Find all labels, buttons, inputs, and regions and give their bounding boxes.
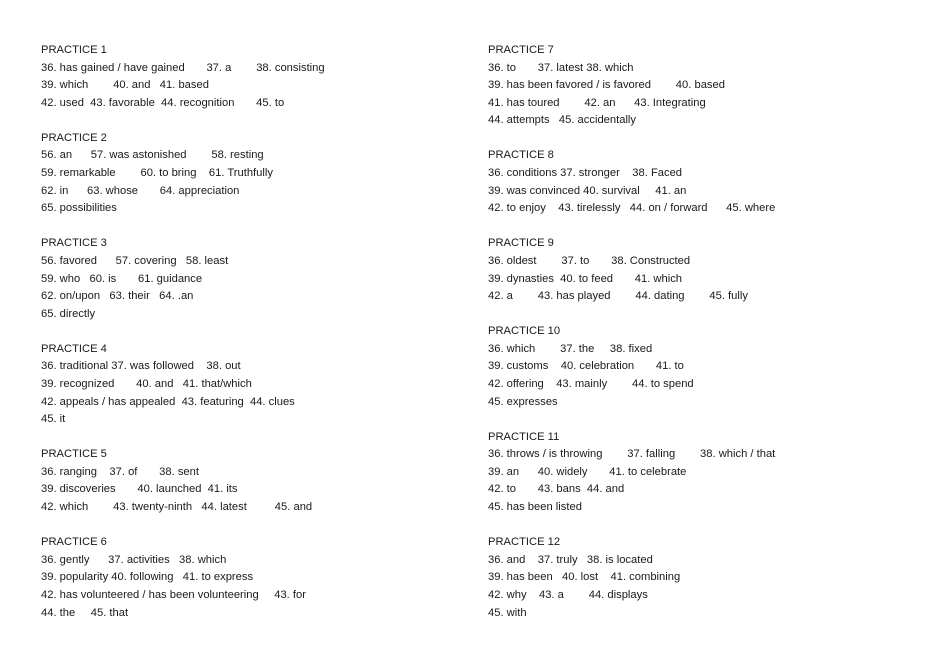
- answer-line: 41. has toured 42. an 43. Integrating: [488, 96, 706, 109]
- practice-block: [41, 42, 461, 112]
- answer-line: 36. to 37. latest 38. which: [488, 61, 634, 74]
- answer-line: 39. discoveries 40. launched 41. its: [41, 483, 238, 496]
- answer-line: 39. has been favored / is favored 40. based: [488, 79, 725, 92]
- practice-block: [488, 323, 928, 411]
- answer-line: 42. has volunteered / has been volunteering 43. for: [41, 588, 306, 601]
- answer-line: 45. has been listed: [488, 501, 582, 514]
- answer-line: 62. in 63. whose 64. appreciation: [41, 184, 240, 197]
- practice-title: PRACTICE 12: [488, 536, 561, 549]
- answer-line: 42. why 43. a 44. displays: [488, 588, 648, 601]
- answer-line: 36. ranging 37. of 38. sent: [41, 465, 199, 478]
- practice-block: [41, 130, 461, 218]
- answer-line: 39. an 40. widely 41. to celebrate: [488, 465, 687, 478]
- answer-line: 45. expresses: [488, 395, 558, 408]
- answer-line: 36. which 37. the 38. fixed: [488, 342, 653, 355]
- answer-line: 36. oldest 37. to 38. Constructed: [488, 254, 691, 267]
- answer-line: 39. dynasties 40. to feed 41. which: [488, 272, 683, 285]
- answer-line: 36. throws / is throwing 37. falling 38. which / that: [488, 448, 776, 461]
- answer-line: 42. a 43. has played 44. dating 45. fully: [488, 290, 748, 303]
- answer-line: 39. has been 40. lost 41. combining: [488, 571, 681, 584]
- answer-line: 62. on/upon 63. their 64. .an: [41, 290, 194, 303]
- answer-line: 36. traditional 37. was followed 38. out: [41, 360, 241, 373]
- answer-line: 39. customs 40. celebration 41. to: [488, 360, 684, 373]
- practice-block: [41, 341, 461, 429]
- practice-block: [488, 147, 928, 217]
- practice-title: PRACTICE 11: [488, 430, 560, 443]
- practice-block: [41, 534, 461, 622]
- practice-title: PRACTICE 3: [41, 237, 107, 250]
- practice-block: [41, 235, 461, 323]
- answer-line: 56. favored 57. covering 58. least: [41, 254, 229, 267]
- answer-line: 42. which 43. twenty-ninth 44. latest 45. and: [41, 501, 313, 514]
- practice-block: [488, 235, 928, 305]
- practice-title: PRACTICE 6: [41, 536, 107, 549]
- answer-line: 44. the 45. that: [41, 606, 129, 619]
- answer-line: 65. directly: [41, 307, 96, 320]
- answer-line: 59. who 60. is 61. guidance: [41, 272, 203, 285]
- answer-line: 39. was convinced 40. survival 41. an: [488, 184, 687, 197]
- answer-line: 42. to 43. bans 44. and: [488, 483, 625, 496]
- answer-line: 36. conditions 37. stronger 38. Faced: [488, 167, 683, 180]
- answer-line: 42. appeals / has appealed 43. featuring 44. clues: [41, 395, 295, 408]
- practice-title: PRACTICE 5: [41, 448, 107, 461]
- practice-title: PRACTICE 9: [488, 237, 554, 250]
- left-column: [41, 42, 461, 640]
- answer-line: 45. with: [488, 606, 527, 619]
- answer-line: 42. to enjoy 43. tirelessly 44. on / forward 45. where: [488, 202, 776, 215]
- practice-title: PRACTICE 2: [41, 131, 107, 144]
- answer-line: 36. gently 37. activities 38. which: [41, 553, 227, 566]
- answer-line: 42. used 43. favorable 44. recognition 45. to: [41, 96, 285, 109]
- practice-block: [488, 42, 928, 130]
- practice-title: PRACTICE 4: [41, 342, 107, 355]
- answer-line: 65. possibilities: [41, 202, 117, 215]
- answer-line: 39. which 40. and 41. based: [41, 79, 209, 92]
- answer-line: 39. popularity 40. following 41. to express: [41, 571, 254, 584]
- practice-title: PRACTICE 10: [488, 325, 561, 338]
- answer-line: 45. it: [41, 413, 66, 426]
- answer-line: 56. an 57. was astonished 58. resting: [41, 149, 264, 162]
- answer-line: 36. and 37. truly 38. is located: [488, 553, 653, 566]
- right-column: [488, 42, 928, 640]
- practice-block: [488, 534, 928, 622]
- answer-line: 39. recognized 40. and 41. that/which: [41, 378, 252, 390]
- answer-line: 44. attempts 45. accidentally: [488, 114, 637, 127]
- practice-title: PRACTICE 1: [41, 44, 107, 56]
- practice-block: [488, 429, 928, 517]
- answer-line: 42. offering 43. mainly 44. to spend: [488, 378, 694, 390]
- practice-block: [41, 446, 461, 516]
- answer-line: 59. remarkable 60. to bring 61. Truthfully: [41, 167, 273, 180]
- answer-line: 36. has gained / have gained 37. a 38. consisting: [41, 61, 325, 74]
- practice-title: PRACTICE 7: [488, 44, 554, 56]
- practice-title: PRACTICE 8: [488, 149, 554, 162]
